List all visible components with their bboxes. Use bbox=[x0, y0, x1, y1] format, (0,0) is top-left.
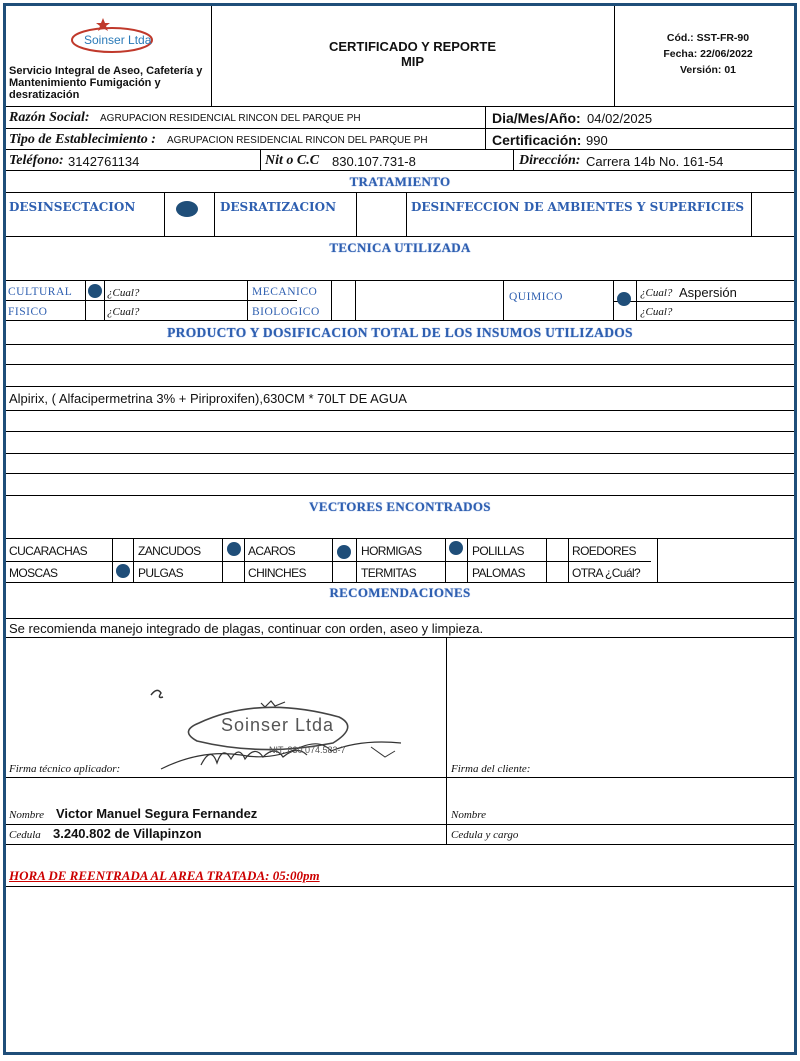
cultural-cual: ¿Cual? bbox=[107, 287, 140, 299]
document-meta bbox=[614, 30, 800, 78]
vector-polillas: POLILLAS bbox=[472, 544, 524, 558]
title-line-1: CERTIFICADO Y REPORTE bbox=[328, 39, 497, 54]
direccion-label: Dirección: bbox=[519, 153, 581, 168]
quimico-mark bbox=[617, 292, 631, 306]
telefono-label: Teléfono: bbox=[9, 153, 64, 168]
doc-version: Versión: 01 bbox=[679, 64, 737, 76]
certificacion-label: Certificación: bbox=[492, 132, 582, 148]
company-name: Servicio Integral de Aseo, Cafetería y Mantenimiento Fumigación y desratización bbox=[9, 65, 203, 101]
cedula-value: 3.240.802 de Villapinzon bbox=[53, 826, 202, 841]
certificacion-value: 990 bbox=[586, 133, 608, 148]
tipo-establecimiento-value: AGRUPACION RESIDENCIAL RINCON DEL PARQUE PH bbox=[167, 135, 428, 146]
zancudos-mark bbox=[227, 542, 241, 556]
vector-moscas: MOSCAS bbox=[9, 566, 58, 580]
desinsectacion-label: DESINSECTACION bbox=[9, 200, 136, 214]
recomendaciones-title: RECOMENDACIONES bbox=[329, 585, 471, 600]
producto-line: Alpirix, ( Alfacipermetrina 3% + Piriproxifen),630CM * 70LT DE AGUA bbox=[9, 391, 407, 406]
producto-title: PRODUCTO Y DOSIFICACION TOTAL DE LOS INSUMOS UTILIZADOS bbox=[167, 325, 633, 340]
company-stamp bbox=[141, 681, 441, 776]
desratizacion-label: DESRATIZACION bbox=[220, 200, 337, 214]
vector-termitas: TERMITAS bbox=[361, 566, 416, 580]
fecha-label: Dia/Mes/Año: bbox=[492, 110, 581, 126]
nit-value: 830.107.731-8 bbox=[332, 154, 416, 169]
vector-otra: OTRA ¿Cuál? bbox=[572, 566, 641, 580]
stamp-nit: NIT. 830.074.583-7 bbox=[269, 745, 346, 755]
cultural-label: CULTURAL bbox=[8, 286, 73, 298]
vector-pulgas: PULGAS bbox=[138, 566, 184, 580]
firma-tecnico-label: Firma técnico aplicador: bbox=[9, 763, 121, 775]
company-logo bbox=[66, 14, 162, 56]
fecha-value: 04/02/2025 bbox=[587, 111, 653, 126]
tipo-establecimiento-label: Tipo de Establecimiento : bbox=[9, 132, 156, 147]
tecnica-title: TECNICA UTILIZADA bbox=[329, 240, 471, 255]
recomendaciones-text: Se recomienda manejo integrado de plagas, continuar con orden, aseo y limpieza. bbox=[9, 621, 484, 636]
cliente-cedula-label: Cedula y cargo bbox=[451, 829, 519, 841]
fisico-cual: ¿Cual? bbox=[107, 306, 140, 318]
stamp-name: Soinser Ltda bbox=[221, 715, 335, 735]
document-title bbox=[211, 39, 614, 69]
cultural-mark bbox=[88, 284, 102, 298]
vector-roedores: ROEDORES bbox=[572, 544, 636, 558]
vector-cucarachas: CUCARACHAS bbox=[9, 544, 88, 558]
hormigas-mark bbox=[449, 541, 463, 555]
moscas-mark bbox=[116, 564, 130, 578]
vector-chinches: CHINCHES bbox=[248, 566, 306, 580]
logo-text: Soinser Ltda bbox=[84, 33, 152, 47]
quimico-cual-2: ¿Cual? bbox=[640, 306, 673, 318]
razon-social-value: AGRUPACION RESIDENCIAL RINCON DEL PARQUE PH bbox=[100, 113, 361, 124]
telefono-value: 3142761134 bbox=[68, 154, 140, 169]
quimico-value: Aspersión bbox=[679, 285, 737, 300]
cedula-label: Cedula bbox=[9, 829, 41, 841]
vector-zancudos: ZANCUDOS bbox=[138, 544, 201, 558]
cliente-nombre-label: Nombre bbox=[451, 809, 487, 821]
tratamiento-title: TRATAMIENTO bbox=[349, 174, 451, 189]
title-line-2: MIP bbox=[400, 54, 425, 69]
vector-palomas: PALOMAS bbox=[472, 566, 525, 580]
fisico-label: FISICO bbox=[8, 306, 48, 318]
desinsectacion-mark bbox=[176, 201, 198, 217]
biologico-label: BIOLOGICO bbox=[252, 306, 320, 318]
nombre-label: Nombre bbox=[9, 809, 45, 821]
razon-social-label: Razón Social: bbox=[9, 110, 90, 125]
quimico-label: QUIMICO bbox=[509, 291, 563, 303]
vectores-title: VECTORES ENCONTRADOS bbox=[309, 499, 491, 514]
certificate-form bbox=[3, 3, 797, 1055]
hora-reentrada: HORA DE REENTRADA AL AREA TRATADA: 05:00pm bbox=[9, 868, 320, 883]
mecanico-label: MECANICO bbox=[252, 286, 318, 298]
acaros-mark bbox=[337, 545, 351, 559]
vector-hormigas: HORMIGAS bbox=[361, 544, 422, 558]
vector-acaros: ACAROS bbox=[248, 544, 296, 558]
doc-date: Fecha: 22/06/2022 bbox=[663, 48, 753, 60]
quimico-cual: ¿Cual? bbox=[640, 287, 673, 299]
nombre-value: Victor Manuel Segura Fernandez bbox=[56, 806, 258, 821]
firma-cliente-label: Firma del cliente: bbox=[451, 763, 531, 775]
nit-label: Nit o C.C bbox=[265, 153, 320, 168]
doc-code: Cód.: SST-FR-90 bbox=[666, 32, 750, 44]
desinfeccion-label: DESINFECCION DE AMBIENTES Y SUPERFICIES bbox=[411, 200, 745, 214]
direccion-value: Carrera 14b No. 161-54 bbox=[586, 154, 724, 169]
